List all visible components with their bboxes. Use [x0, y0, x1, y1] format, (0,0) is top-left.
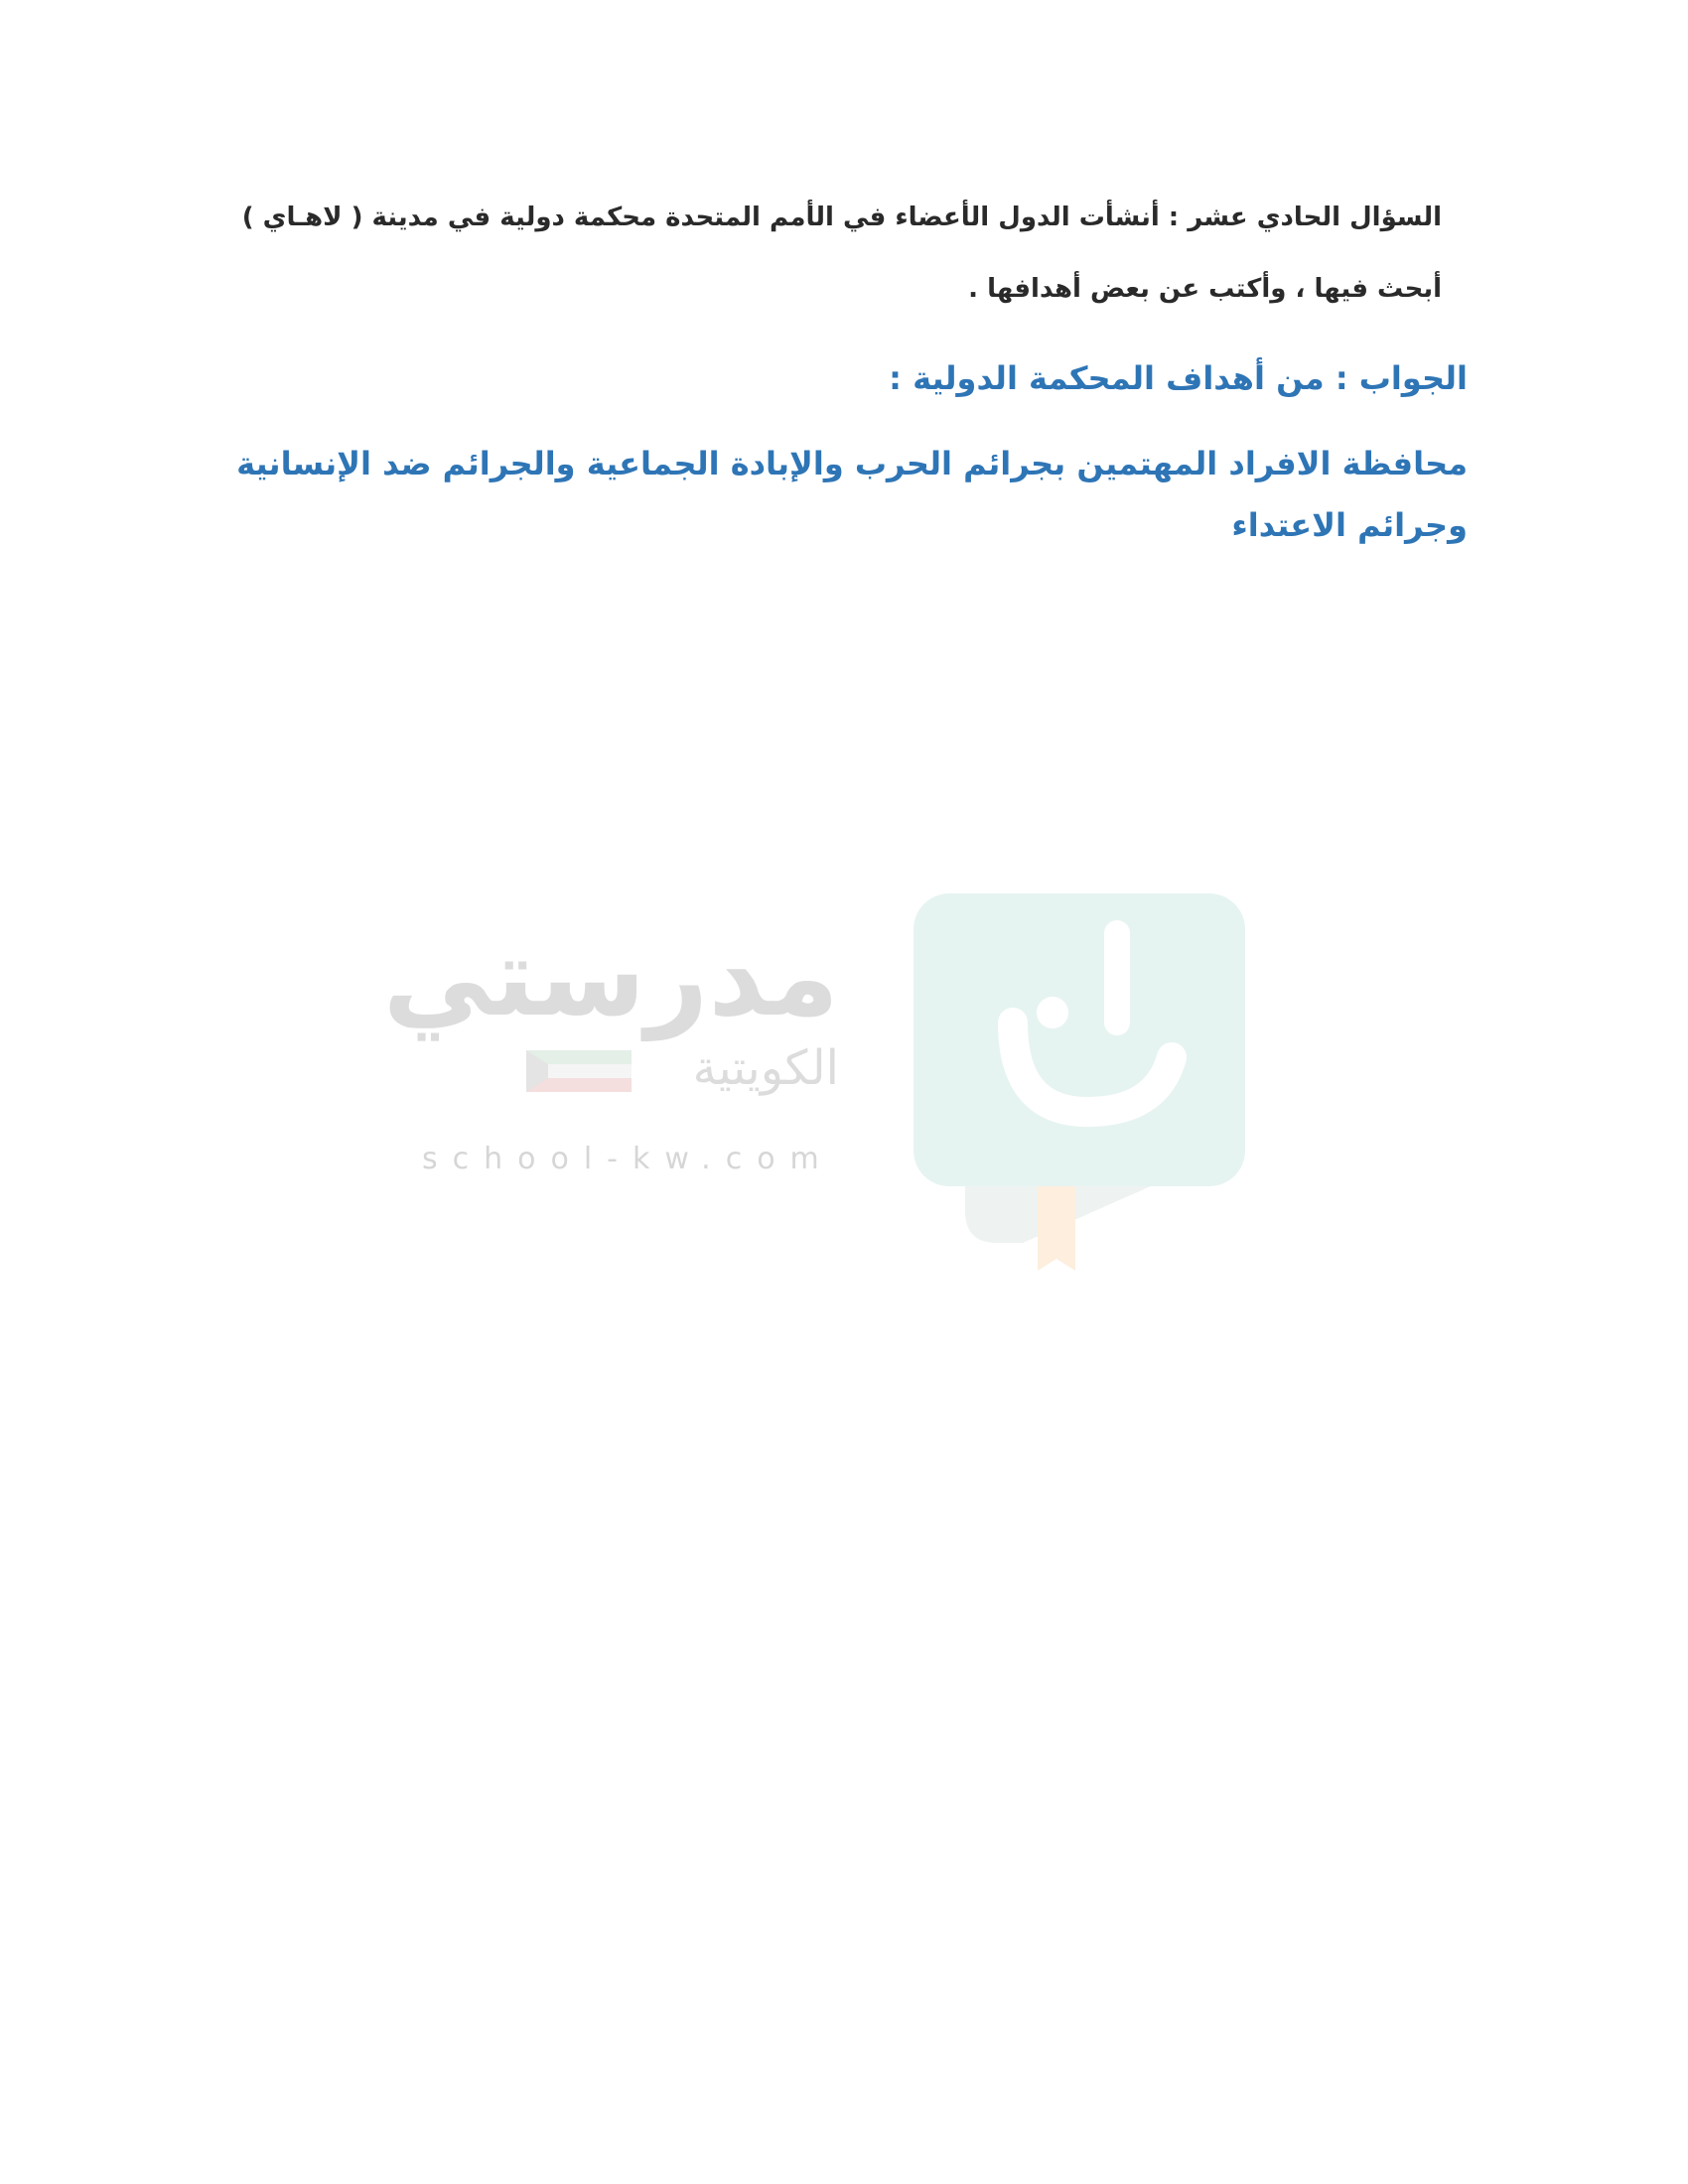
watermark-subtitle: الكويتية: [692, 1040, 839, 1096]
book-smile-logo-icon: [914, 884, 1251, 1271]
watermark-brand: مدرستي: [382, 913, 839, 1040]
watermark-url: school-kw.com: [422, 1142, 834, 1176]
answer-heading: الجواب : من أهداف المحكمة الدولية :: [889, 359, 1468, 397]
answer-body: محافظة الافراد المهتمين بجرائم الحرب والإبادة الجماعية والجرائم ضد الإنسانية وجرائم الاعتداء: [236, 445, 1468, 544]
question-line-2: أبحث فيها ، وأكتب عن بعض أهدافها .: [968, 274, 1442, 304]
question-line-1: السؤال الحادي عشر : أنشأت الدول الأعضاء في الأمم المتحدة محكمة دولية في مدينة ( لاهـاي ): [241, 203, 1442, 232]
watermark: [382, 874, 1261, 1271]
kuwait-flag-icon: [526, 1050, 632, 1092]
